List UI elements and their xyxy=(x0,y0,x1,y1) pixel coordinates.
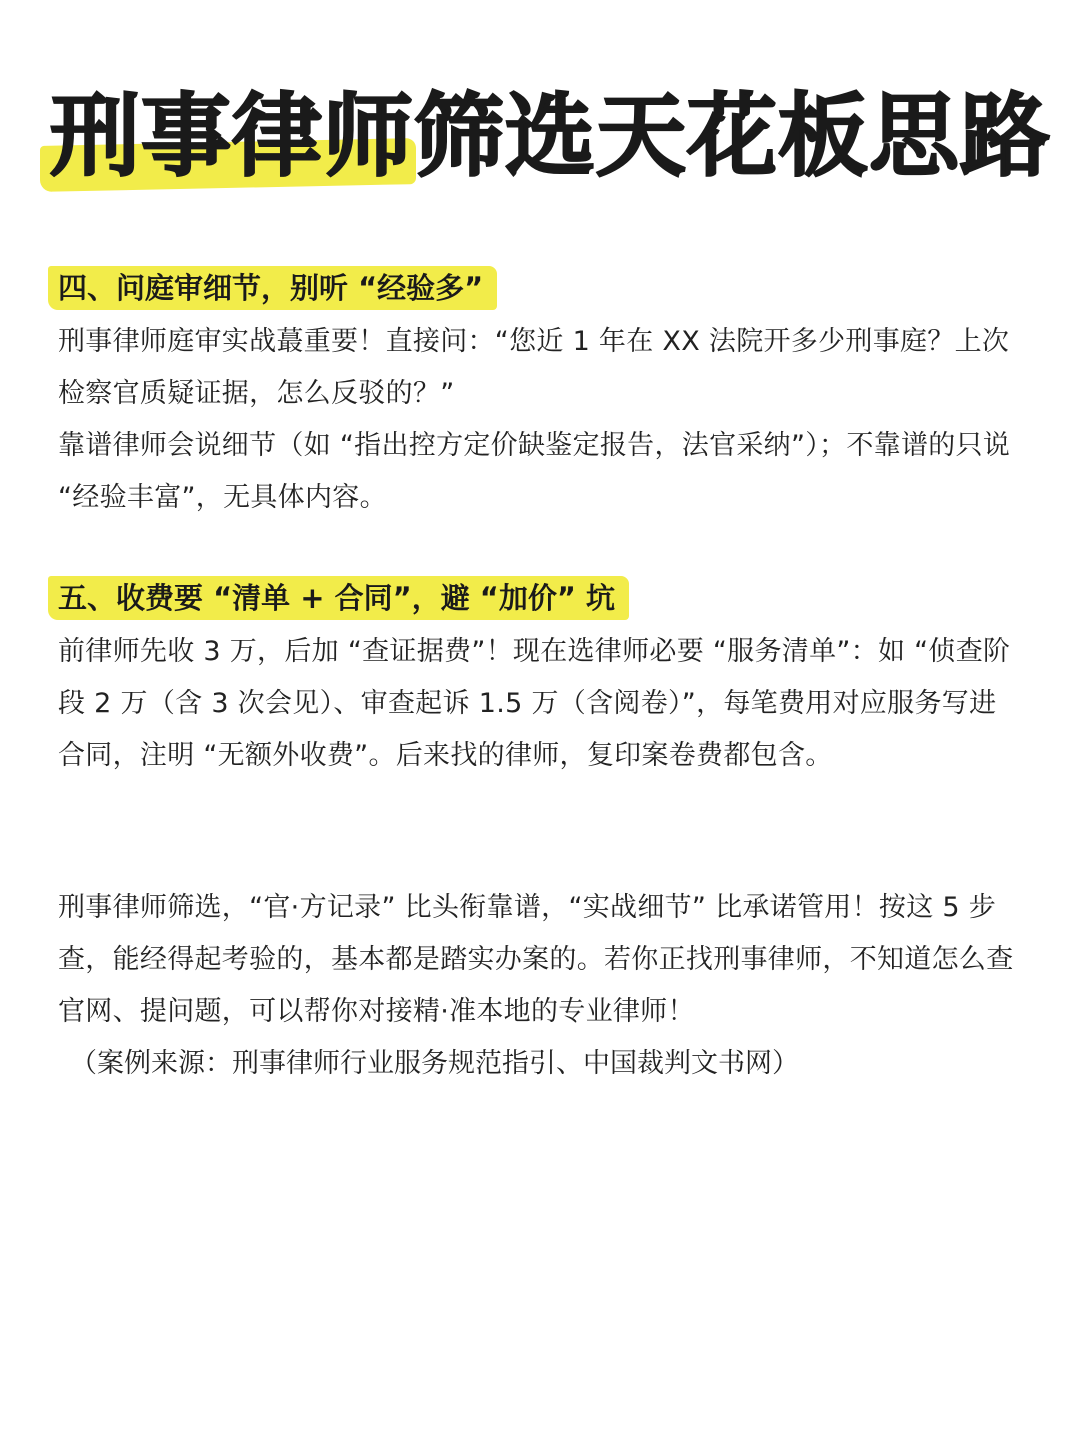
section-heading xyxy=(48,262,497,314)
section-paragraph: 刑事律师庭审实战蕞重要！直接问：“您近 1 年在 XX 法院开多少刑事庭？上次检察官质疑证据，怎么反驳的？” xyxy=(58,326,1010,409)
section-heading xyxy=(48,572,629,624)
title-block xyxy=(40,72,1050,202)
section-paragraph: 前律师先收 3 万，后加 “查证据费”！现在选律师必要 “服务清单”：如 “侦查阶段 2 万（含 3 次会见）、审查起诉 1.5 万（含阅卷）”，每笔费用对应服务写进合同，注明 “无额外收费”。后来找的律师，复印案卷费都包含。 xyxy=(58,636,1011,771)
conclusion-block xyxy=(58,882,1018,1090)
source-citation: （案例来源：刑事律师行业服务规范指引、中国裁判文书网） xyxy=(70,1048,799,1079)
section-paragraph: 靠谱律师会说细节（如 “指出控方定价缺鉴定报告，法官采纳”）；不靠谱的只说 “经验丰富”，无具体内容。 xyxy=(58,430,1011,513)
section-fees-contract xyxy=(58,572,1018,782)
section-court-details xyxy=(58,262,1018,524)
section-heading-text: 四、问庭审细节，别听 “经验多” xyxy=(58,271,484,305)
section-heading-text: 五、收费要 “清单 + 合同”，避 “加价” 坑 xyxy=(58,581,616,615)
conclusion-paragraph: 刑事律师筛选，“官·方记录” 比头衔靠谱，“实战细节” 比承诺管用！按这 5 步查，能经得起考验的，基本都是踏实办案的。若你正找刑事律师，不知道怎么查官网、提问题，可以帮你对接精·准本地的专业律师！ xyxy=(58,892,1014,1027)
page-title: 刑事律师筛选天花板思路 xyxy=(50,84,1051,189)
